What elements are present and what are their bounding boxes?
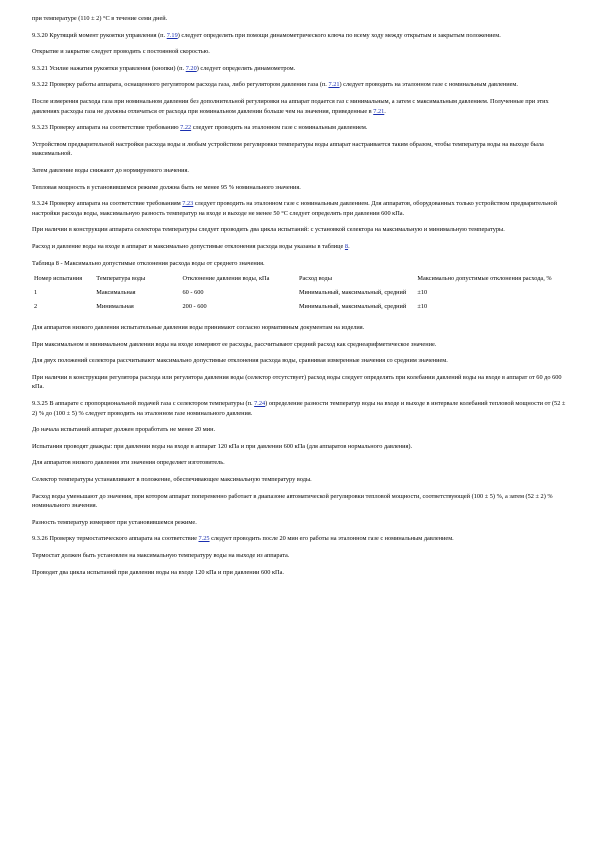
paragraph (32, 340, 570, 350)
table-cell: 1 (34, 289, 38, 297)
paragraph-text: Для аппаратов низкого давления испытательные давления воды принимают согласно нормативным документам на изделия. (32, 324, 365, 332)
paragraph-text: следует проводить после 20 мин его работы на эталонном газе с номинальным давлением. (209, 535, 454, 543)
header-max-deviation: Максимально допустимые отклонения расхода, % (417, 275, 552, 283)
paragraph-text: При наличии в конструкции регулятора расхода или регулятора давления воды (селектор отсутствует) расход воды следует определять при колебании давлений воды на входе в аппарат от 60 до 600 кПа. (32, 373, 562, 391)
section-reference-link[interactable]: 7.25 (198, 535, 210, 543)
paragraph (32, 534, 570, 544)
section-reference-link[interactable]: 7.24 (254, 400, 266, 408)
paragraph-text: 9.3.20 Крутящий момент рукоятки управления (п. (32, 31, 167, 39)
paragraph-text: Для двух положений селектора рассчитывают максимально допустимые отклонения расхода воды, сравнивая измеренные значения со средним значением. (32, 357, 448, 365)
paragraph (32, 425, 570, 435)
paragraph-text: 9.3.21 Усилие нажатия рукоятки управления (кнопки) (п. (32, 64, 186, 72)
paragraph-text: При максимальном и минимальном давлении воды на входе измеряют ее расходы, рассчитывают средний расход как среднеарифметическое значение. (32, 340, 437, 348)
table-cell: Минимальная (96, 303, 134, 311)
paragraph-text: ) следует определять динамометром. (196, 64, 296, 72)
paragraph (32, 47, 570, 57)
table-header-row (32, 275, 570, 287)
paragraph-text: следует проводить на эталонном газе с номинальным давлением. (191, 124, 368, 132)
header-test-number: Номер испытания (34, 275, 83, 283)
section-reference-link[interactable]: 7.22 (180, 124, 192, 132)
table-cell: ±10 (417, 289, 428, 297)
paragraph-text: При наличии в конструкции аппарата селектора температуры следует проводить два цикла испытаний: с установкой селектора на максимальную и минимальную температуры. (32, 226, 505, 234)
paragraph (32, 31, 570, 41)
text-block-after-table (32, 323, 570, 577)
paragraph-text: Открытие и закрытие следует проводить с постоянной скоростью. (32, 48, 210, 56)
paragraph (32, 442, 570, 452)
header-water-flow: Расход воды (298, 275, 332, 283)
table-caption: Таблица 8 - Максимально допустимые отклонения расхода воды от среднего значения. (32, 259, 265, 267)
paragraph-text: Затем давление воды снижают до нормируемого значения. (32, 166, 189, 174)
header-water-temperature: Температура воды (96, 275, 146, 283)
paragraph-text: Расход воды уменьшают до значения, при котором аппарат попеременно работает в диапазоне автоматической регулировки тепловой мощности, соответствующей (100 ± 5) %, а затем (52 ± 2) % номинального значения. (32, 492, 553, 510)
paragraph (32, 551, 570, 561)
section-reference-link[interactable]: 7.20 (185, 64, 197, 72)
paragraph (32, 373, 570, 392)
paragraph-text: 9.3.24 Проверку аппарата на соответствие требованиям (32, 200, 183, 208)
paragraph (32, 123, 570, 133)
table-cell: 60 - 600 (182, 289, 204, 297)
section-reference-link[interactable]: 7.23 (182, 200, 194, 208)
paragraph-text: Устройством предварительной настройки расхода воды и любым устройством регулировки температуры воды аппарат настраивается таким образом, чтобы температура воды на выходе была максимальной. (32, 140, 544, 158)
paragraph-text: Селектор температуры устанавливают в положение, обеспечивающее максимальную температуру воды. (32, 476, 312, 484)
paragraph (32, 568, 570, 578)
table-cell: Максимальная (96, 289, 136, 297)
paragraph-text: 9.3.23 Проверку аппарата на соответствие требованию (32, 124, 181, 132)
paragraph (32, 399, 570, 418)
paragraph (32, 140, 570, 159)
paragraph-text: До начала испытаний аппарат должен проработать не менее 20 мин. (32, 426, 216, 434)
paragraph-text: 9.3.25 В аппарате с пропорциональной подачей газа с селектором температуры (п. (32, 400, 255, 408)
paragraph (32, 518, 570, 528)
paragraph-text: Термостат должен быть установлен на максимальную температуру воды на выходе из аппарата. (32, 552, 290, 559)
section-reference-link[interactable]: 7.19 (166, 31, 178, 39)
table-cell: Минимальный, максимальный, средний (298, 289, 407, 297)
paragraph (32, 80, 570, 90)
paragraph (32, 492, 570, 511)
table-row (32, 301, 570, 315)
paragraph (32, 242, 570, 252)
paragraph (32, 183, 570, 193)
paragraph (32, 475, 570, 485)
paragraph (32, 225, 570, 235)
table-cell: 2 (34, 303, 38, 311)
paragraph-text: при температуре (110 ± 2) °C в течение семи дней. (32, 15, 168, 22)
paragraph (32, 14, 570, 24)
paragraph-text: После измерения расхода газа при номинальном давлении без дополнительной регулировки на аппарат подается газ с минимальным, а затем с максимальным давлением. Полученные при этих давлениях расходы газа не должны отличаться от расхода при номинальном давлении больше чем на значения, приведенные в (32, 97, 549, 115)
paragraph-text: Испытания проводят дважды: при давлении воды на входе в аппарат 120 кПа и при давлении 600 кПа (для аппаратов нормального давления). (32, 442, 413, 450)
text-block-before-table (32, 14, 570, 252)
section-reference-link[interactable]: 7.21 (328, 81, 340, 89)
paragraph (32, 97, 570, 116)
deviation-table (32, 275, 570, 315)
paragraph-text: ) определение разности температур воды на входе и выходе в интервале колебаний тепловой мощности от (52 ± 2) % до (100 ± 5) % следует проводить на эталонном газе номинального давления. (32, 400, 566, 417)
paragraph-text: Для аппаратов низкого давления эти значения определяет изготовитель. (32, 459, 225, 467)
table-row (32, 287, 570, 301)
paragraph-text: . (348, 242, 350, 250)
paragraph (32, 166, 570, 176)
paragraph-text: 9.3.26 Проверку термостатического аппарата на соответствие (32, 535, 199, 543)
paragraph-text: ) следует проводить на эталонном газе с номинальным давлением. (339, 81, 518, 89)
table-cell: ±10 (417, 303, 428, 311)
document-page (32, 14, 570, 584)
paragraph (32, 356, 570, 366)
section-reference-link[interactable]: 8 (344, 242, 349, 250)
paragraph-text: ) следует определять при помощи динамометрического ключа по всему ходу между открытым и закрытым положением. (177, 31, 501, 39)
paragraph-text: Расход и давление воды на входе в аппарат и максимально допустимые отклонения расхода воды указаны в таблице (32, 242, 345, 250)
paragraph-text: Проводят два цикла испытаний при давлении воды на входе 120 кПа и при давлении 600 кПа. (32, 568, 284, 576)
paragraph (32, 458, 570, 468)
table-cell: 200 - 600 (182, 303, 207, 311)
paragraph (32, 199, 570, 218)
header-pressure-deviation: Отклонение давления воды, кПа (182, 275, 270, 283)
paragraph-text: . (384, 107, 386, 115)
section-reference-link[interactable]: 7.21 (373, 107, 385, 115)
paragraph (32, 323, 570, 333)
paragraph-text: Тепловая мощность в установившемся режиме должна быть не менее 95 % номинального значения. (32, 183, 301, 191)
paragraph-text: следует проводить на эталонном газе с номинальным давлением. Для аппаратов, оборудованных только устройством предварительной настройки расхода воды, максимальную разность температур на входе и выходе не менее 50 °C следует определять при давлении 600 кПа. (32, 200, 557, 217)
paragraph-text: 9.3.22 Проверку работы аппарата, оснащенного регулятором расхода газа, либо регулятором давления газа (п. (32, 81, 329, 89)
table-cell: Минимальный, максимальный, средний (298, 303, 407, 311)
paragraph (32, 64, 570, 74)
paragraph-text: Разность температур измеряют при установившемся режиме. (32, 518, 197, 526)
